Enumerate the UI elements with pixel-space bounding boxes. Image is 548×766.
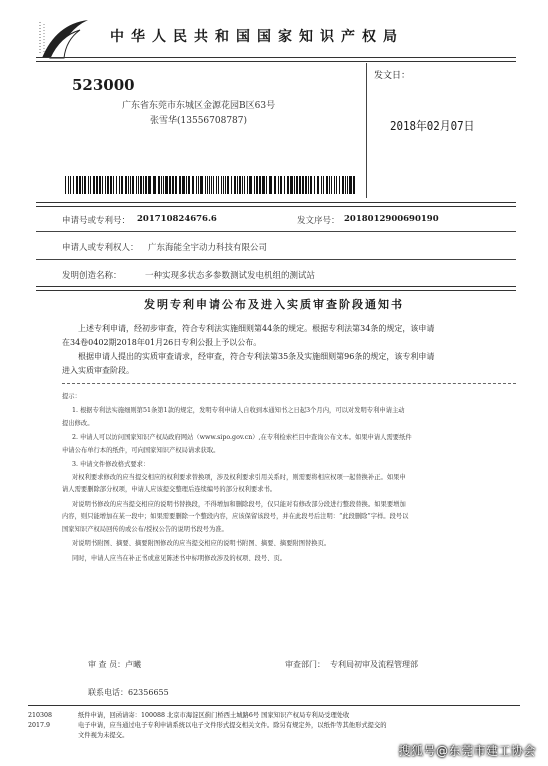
issue-date-label: 发文日： [374, 71, 411, 81]
hint-line: 同时，申请人应当在补正书或意见陈述书中标明修改涉及的权项、段号、页。 [72, 554, 287, 562]
invention-title-label: 发明创造名称： [62, 271, 122, 281]
hint-line: 2. 申请人可以访问国家知识产权局政府网站（www.sipo.gov.cn）,在专利检索栏目中查询公布文本。如果申请人需要纸件 [72, 434, 412, 441]
header-column-divider [366, 63, 367, 198]
hint-list [62, 405, 522, 565]
phone-label: 联系电话：62356655 [88, 688, 169, 697]
hint-line: 对说明书附图、摘要、摘要附图修改的应当提交相应的说明书附图、摘要、摘要附图替换页。 [72, 540, 331, 547]
recipient-name-phone: 张雪华(13556708787) [150, 116, 248, 126]
app-no-label: 申请号或专利号： [62, 216, 131, 226]
applicant-value: 广东海能全宇动力科技有限公司 [148, 243, 268, 253]
doc-no-label: 发文序号： [297, 216, 340, 226]
issue-date-value: 2018年02月07日 [390, 119, 475, 133]
footer-code2: 2017.9 [28, 722, 51, 729]
examiner-label: 审 查 员：卢曦 [88, 660, 142, 669]
hint-line: 对权利要求修改的应当提交相应的权利要求替换项，涉及权利要求引用关系时，则需要将相应权项一起替换补正。如果申 [72, 473, 406, 481]
hint-line: 国家知识产权局回传的或公布/授权公告的说明书段号为准。 [62, 525, 228, 533]
watermark: 搜狐号@东莞市建工协会 [398, 744, 536, 758]
hint-divider [62, 383, 516, 384]
hint-line: 请人需要删除部分权项，申请人应该提交整理后连续编号的部分权利要求书。 [62, 486, 277, 493]
hint-line: 对说明书修改的应当提交相应的说明书替换段，不得增加和删除段号，仅只能对有修改部分段进行整段替换。如果要增加 [72, 500, 406, 508]
footer-text [78, 711, 518, 741]
office-name: 中华人民共和国国家知识产权局 [110, 29, 404, 45]
header-divider [36, 57, 516, 62]
footer-line: 电子申请，应当通过电子专利申请系统以电子文件形式提交相关文件。除另有规定外，以纸件等其他形式提交的 [78, 722, 387, 729]
row-divider [36, 259, 516, 260]
notice-para2-line2: 进入实质审查阶段。 [62, 366, 134, 375]
row-divider [36, 231, 516, 232]
app-no-value: 201710824676.6 [137, 214, 217, 224]
postcode: 523000 [72, 76, 135, 94]
notice-para1-line1: 上述专利申请，经初步审查，符合专利法实施细则第44条的规定。根据专利法第34条的规定，该申请 [78, 324, 435, 333]
invention-title-value: 一种实现多状态多参数测试发电机组的测试站 [145, 271, 316, 281]
doc-no-value: 2018012900690190 [344, 214, 439, 224]
cnipa-logo-icon [36, 14, 94, 62]
notice-title: 发明专利申请公布及进入实质审查阶段通知书 [144, 298, 404, 311]
hint-line: 1. 根据专利法实施细则第51条第1款的规定，发明专利申请人自收到本通知书之日起3个月内，可以对发明专利申请主动 [72, 407, 405, 414]
fields-top-divider [36, 202, 516, 207]
hint-line: 3. 申请文件修改格式要求： [72, 461, 150, 468]
hint-line: 内容，则只能增加在某一段中；如果需要删除一个整段内容，应该保留该段号，并在此段号后注明：“此段删除”字样。段号以 [62, 513, 409, 520]
barcode-icon [65, 176, 355, 194]
hint-line: 提出修改。 [62, 419, 94, 427]
fields-bottom-divider [36, 286, 516, 291]
footer-line: 文件视为未提交。 [78, 732, 129, 739]
dept-value: 专利局初审及流程管理部 [330, 660, 418, 669]
notice-para1-line2: 在34卷0402期2018年01月26日专利公报上予以公布。 [62, 338, 262, 347]
hint-line: 申请公布单行本的纸件，可向国家知识产权局请求获取。 [62, 446, 220, 454]
hint-label: 提示： [62, 393, 81, 400]
footer-divider [28, 705, 520, 706]
applicant-label: 申请人或专利权人： [62, 243, 139, 253]
notice-para2-line1: 根据申请人提出的实质审查请求，经审查，符合专利法第35条及实施细则第96条的规定，该专利申请 [78, 352, 435, 361]
dept-label: 审查部门： [285, 660, 325, 669]
recipient-address: 广东省东莞市东城区金源花园B区63号 [122, 101, 276, 111]
footer-line: 纸件申请，回函请寄：100088 北京市海淀区蓟门桥西土城路6号 国家知识产权局专利局受理处收 [78, 712, 350, 719]
footer-code1: 210308 [28, 712, 53, 719]
